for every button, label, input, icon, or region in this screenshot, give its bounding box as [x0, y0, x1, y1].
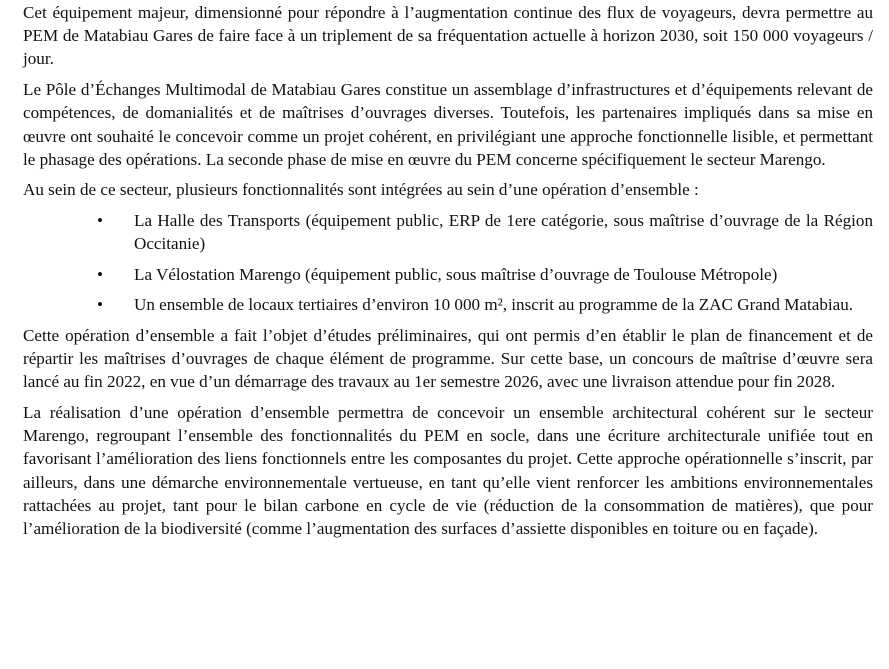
bullet-icon: •	[97, 264, 103, 284]
list-item-text: Un ensemble de locaux tertiaires d’environ 10 000 m², inscrit au programme de la ZAC Grand Matabiau.	[134, 295, 854, 315]
list-item	[23, 293, 873, 316]
list-item	[23, 263, 873, 286]
bullet-icon: •	[97, 295, 103, 315]
paragraph-preliminary-studies: Cette opération d’ensemble a fait l’objet d’études préliminaires, qui ont permis d’en établir le plan de financement et de répartir les maîtrises d’ouvrages de chaque élément de programme. Sur cette base, un concours de maîtrise d’œuvre sera lancé au fin 2022, en vue d’un démarrage des travaux au 1er semestre 2026, avec une livraison attendue pour fin 2028.	[23, 325, 873, 392]
paragraph-architectural-ensemble: La réalisation d’une opération d’ensemble permettra de concevoir un ensemble architectural cohérent sur le secteur Marengo, regroupant l’ensemble des fonctionnalités du PEM en socle, dans une écriture architecturale unifiée tout en favorisant l’amélioration des liens fonctionnels entre les composantes du projet. Cette approche opérationnelle s’inscrit, par ailleurs, dans une démarche environnementale vertueuse, en tant qu’elle vient renforcer les ambitions environnementales rattachées au projet, tant pour le bilan carbone en cycle de vie (réduction de la consommation de matières), que pour l’amélioration de la biodiversité (comme l’augmentation des surfaces d’assiette disponibles en toiture ou en façade).	[23, 403, 873, 539]
list-item-text: La Halle des Transports (équipement public, ERP de 1ere catégorie, sous maîtrise d’ouvrage de la Région Occitanie)	[134, 210, 873, 253]
bullet-icon: •	[97, 210, 103, 230]
list-item-text: La Vélostation Marengo (équipement public, sous maîtrise d’ouvrage de Toulouse Métropole)	[134, 264, 778, 284]
functionality-list	[23, 209, 873, 317]
paragraph-intro: Cet équipement majeur, dimensionné pour répondre à l’augmentation continue des flux de voyageurs, devra permettre au PEM de Matabiau Gares de faire face à un triplement de sa fréquentation actuelle à horizon 2030, soit 150 000 voyageurs / jour.	[23, 3, 873, 69]
paragraph-sector-intro: Au sein de ce secteur, plusieurs fonctionnalités sont intégrées au sein d’une opération d’ensemble :	[23, 180, 699, 200]
paragraph-pem-description: Le Pôle d’Échanges Multimodal de Matabiau Gares constitue un assemblage d’infrastructures et d’équipements relevant de compétences, de domanialités et de maîtrises d’ouvrages diverses. Toutefois, les partenaires impliqués dans sa mise en œuvre ont souhaité le concevoir comme un projet cohérent, en privilégiant une approche fonctionnelle lisible, et permettant le phasage des opérations. La seconde phase de mise en œuvre du PEM concerne spécifiquement le secteur Marengo.	[23, 80, 873, 169]
document-page	[23, 0, 873, 548]
list-item	[23, 209, 873, 255]
